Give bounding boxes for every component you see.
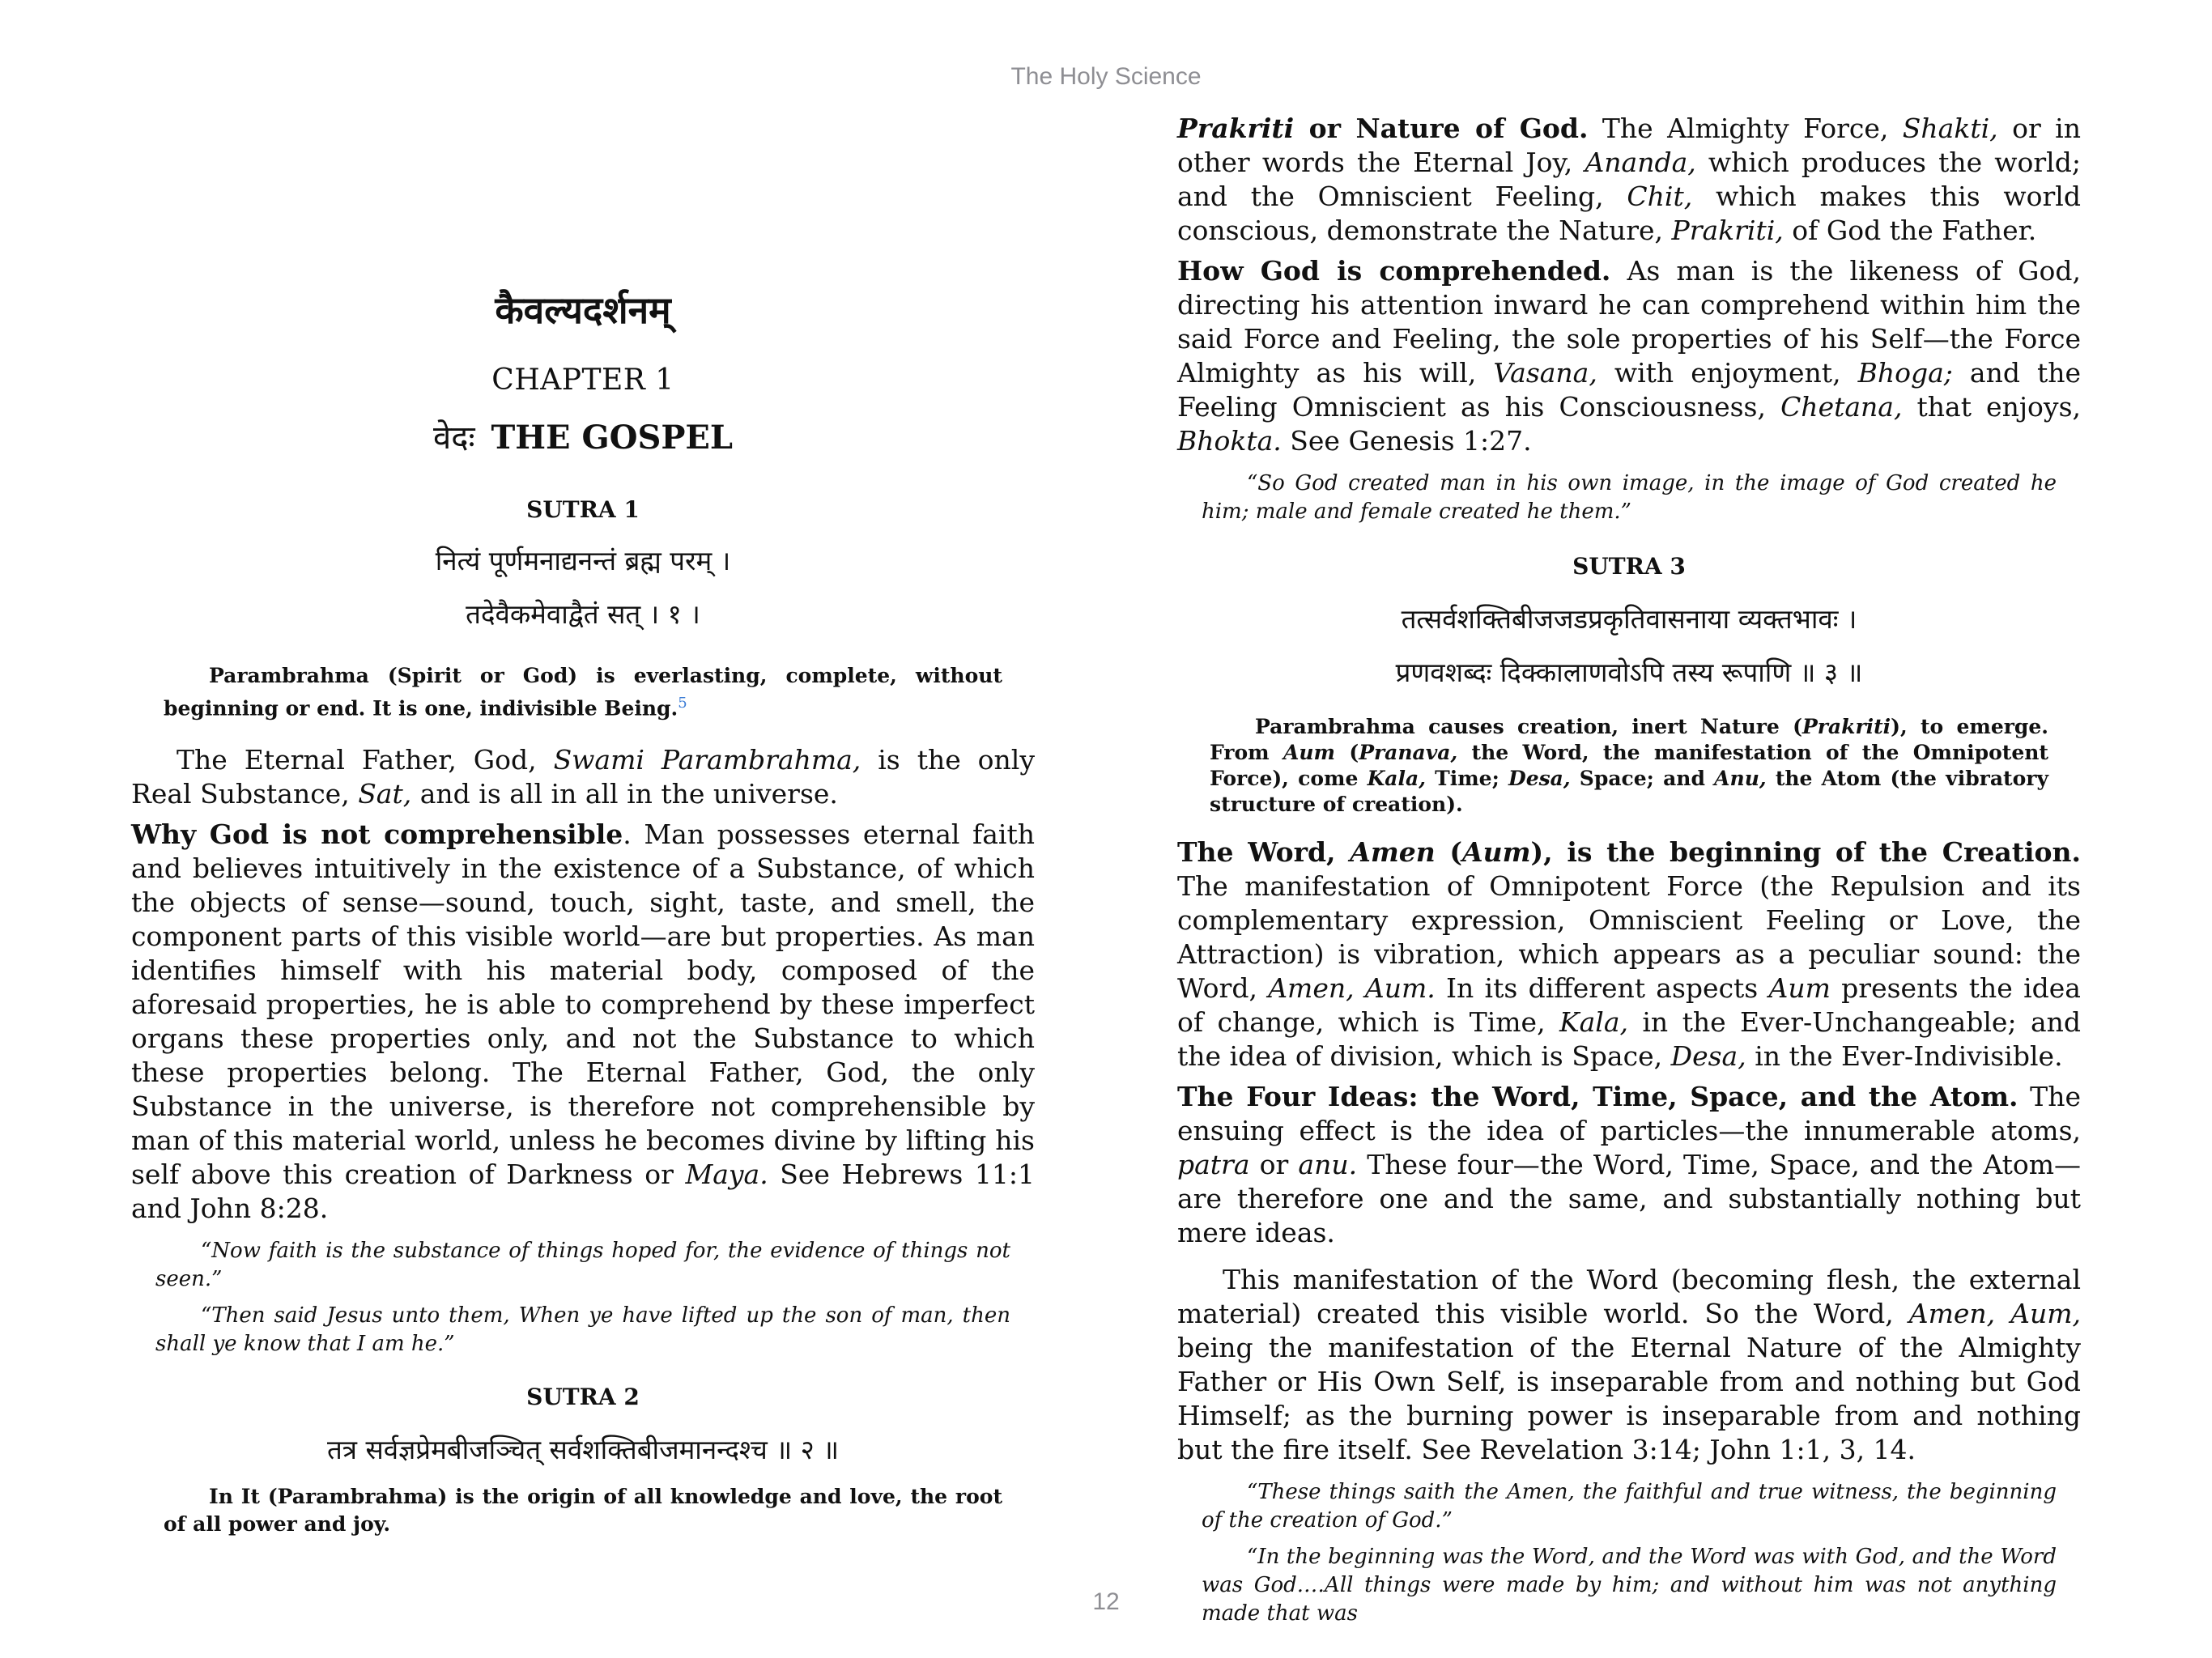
text-run-italic: Swami Parambrahma, xyxy=(553,744,861,776)
text-run: the Atom (the vibratory structure of creation). xyxy=(1210,767,2048,816)
paragraph-heading-italic: Amen xyxy=(1350,836,1436,868)
text-run-italic: Pranava, xyxy=(1359,741,1458,764)
sutra-3-sanskrit-line-1: तत्सर्वशक्तिबीजजडप्रकृतिवासनाया व्यक्तभावः । xyxy=(1401,603,1857,635)
text-run: Space; and xyxy=(1570,767,1715,790)
paragraph-why-god xyxy=(131,818,1035,1226)
text-run-italic: Shakti, xyxy=(1902,113,1998,144)
quote-hebrews: “Now faith is the substance of things hoped for, the evidence of things not seen.” xyxy=(155,1239,1010,1292)
text-run: and is all in all in the universe. xyxy=(411,778,838,810)
text-run: Parambrahma causes creation, inert Nature ( xyxy=(1255,715,1802,738)
text-run: in the Ever-Unchangeable; and the idea of division, which is Space, xyxy=(1177,1006,2081,1072)
text-run: and the Feeling Omniscient as his Consciousness, xyxy=(1177,357,2082,423)
text-run: ), to emerge. From xyxy=(1210,715,2049,764)
work-title: कैवल्यदर्शनम् xyxy=(495,288,671,332)
sutra-3-label: SUTRA 3 xyxy=(1572,553,1686,580)
text-run-italic: Desa, xyxy=(1508,767,1571,790)
text-run: . Man possesses eternal faith and believes intuitively in the existence of a Substance, of which the objects of sense—sound, touch, sight, taste, and smell, the component parts of this visible world—are but properties. As man identifies himself with his material body, composed of the aforesaid properties, he is able to comprehend by these imperfect organs these properties only, and not the Substance to which these properties belong. The Eternal Father, God, the only Substance in the universe, is therefore not comprehensible by man of this material world, unless he becomes divine by lifting his self above this creation of Darkness or xyxy=(131,818,1035,1191)
text-run: which produces the world; and the Omniscient Feeling, xyxy=(1177,147,2081,212)
text-run-italic: Chit, xyxy=(1627,181,1693,212)
paragraph-heading: The Four Ideas: the Word, Time, Space, and the Atom. xyxy=(1177,1081,2018,1112)
text-run-italic: Kala, xyxy=(1559,1006,1628,1038)
text-run: The ensuing effect is the idea of particles—the innumerable atoms, xyxy=(1177,1081,2081,1146)
text-run-italic: Amen, Aum. xyxy=(1268,972,1436,1004)
text-run-italic: Prakriti, xyxy=(1671,215,1784,246)
text-run: in the Ever-Indivisible. xyxy=(1746,1040,2063,1072)
text-run: or in other words the Eternal Joy, xyxy=(1177,113,2081,178)
text-run-italic: Aum xyxy=(1283,741,1335,764)
text-run-italic: Aum xyxy=(1768,972,1831,1004)
text-run-italic: Maya. xyxy=(685,1158,768,1191)
paragraph-the-word xyxy=(1177,835,2081,1073)
text-run: The manifestation of Omnipotent Force (the Repulsion and its complementary expression, Omniscient Feeling or Love, the Attraction) is vibration, which appears as a peculiar sound: the Word, xyxy=(1177,870,2081,1004)
text-run: of God the Father. xyxy=(1783,215,2037,246)
text-run-italic: anu. xyxy=(1298,1149,1358,1180)
footnote-link[interactable]: 5 xyxy=(678,695,687,712)
text-run: the Word, the manifestation of the Omnipotent Force), come xyxy=(1210,741,2048,790)
text-run-italic: Kala, xyxy=(1367,767,1426,790)
paragraph-prakriti xyxy=(1177,112,2081,248)
text-run: or xyxy=(1249,1149,1299,1180)
text-run-italic: Ananda, xyxy=(1585,147,1696,178)
sutra-2-translation: In It (Parambrahma) is the origin of all knowledge and love, the root of all power and joy. xyxy=(164,1485,1002,1537)
chapter-title-sanskrit: वेदः xyxy=(432,419,475,457)
left-page[interactable] xyxy=(131,112,1035,1546)
page-number: 12 xyxy=(1092,1588,1120,1615)
paragraph-heading: ( xyxy=(1435,836,1463,868)
sutra-2-label: SUTRA 2 xyxy=(526,1384,640,1411)
quote-john-1: “In the beginning was the Word, and the Word was with God, and the Word was God.…All things were made by him; and without him was not anything made that was xyxy=(1202,1545,2057,1626)
text-run: In its different aspects xyxy=(1435,972,1769,1004)
paragraph-heading: How God is comprehended. xyxy=(1177,255,1611,287)
quote-genesis: “So God created man in his own image, in the image of God created he him; male and female created he them.” xyxy=(1202,471,2057,524)
text-run: See Genesis 1:27. xyxy=(1281,425,1532,457)
sutra-3-translation xyxy=(1210,714,2048,818)
chapter-title-english: THE GOSPEL xyxy=(491,419,734,457)
text-run: This manifestation of the Word (becoming flesh, the external material) created this visible world. So the Word, xyxy=(1177,1264,2081,1329)
text-run-italic: Amen, Aum, xyxy=(1908,1298,2081,1329)
text-run: These four—the Word, Time, Space, and the Atom—are therefore one and the same, and substantially nothing but mere ideas. xyxy=(1177,1149,2081,1248)
text-run: presents the idea of change, which is Time, xyxy=(1177,972,2081,1038)
sutra-1-label: SUTRA 1 xyxy=(526,496,640,523)
paragraph-heading: ), is the beginning of the Creation. xyxy=(1530,836,2082,868)
paragraph-heading-italic: Aum xyxy=(1462,836,1531,868)
text-run-italic: patra xyxy=(1177,1149,1250,1180)
paragraph-manifestation xyxy=(1177,1263,2081,1467)
text-run-italic: Desa, xyxy=(1670,1040,1746,1072)
paragraph-heading: Why God is not comprehensible xyxy=(131,818,623,851)
quote-john: “Then said Jesus unto them, When ye have lifted up the son of man, then shall ye know that I am he.” xyxy=(155,1303,1010,1357)
text-run-italic: Bhoga; xyxy=(1857,357,1953,389)
text-run-italic: Prakriti xyxy=(1802,715,1891,738)
text-run: As man is the likeness of God, directing his attention inward he can comprehend within him the said Force and Feeling, the sole properties of his Self—the Force Almighty as his will, xyxy=(1177,255,2081,389)
paragraph-how-god xyxy=(1177,254,2081,458)
chapter-label: CHAPTER 1 xyxy=(491,363,674,397)
chapter-title xyxy=(131,416,1035,460)
paragraph-eternal-father xyxy=(131,743,1035,811)
quote-revelation: “These things saith the Amen, the faithful and true witness, the beginning of the creation of God.” xyxy=(1202,1480,2057,1533)
text-run-italic: Chetana, xyxy=(1780,391,1903,423)
text-run: Time; xyxy=(1425,767,1509,790)
text-run: with enjoyment, xyxy=(1597,357,1858,389)
paragraph-heading: The Word, xyxy=(1177,836,1351,868)
paragraph-heading: or Nature of God. xyxy=(1294,113,1589,144)
paragraph-heading-italic: Prakriti xyxy=(1177,113,1295,144)
text-run: is the only Real Substance, xyxy=(131,744,1035,810)
sutra-1-translation-text: Parambrahma (Spirit or God) is everlasting, complete, without beginning or end. It is one, indivisible Being. xyxy=(164,664,1002,721)
sutra-2-sanskrit-line-1: तत्र सर्वज्ञप्रेमबीजञ्चित् सर्वशक्तिबीजमानन्दश्च ॥ २ ॥ xyxy=(326,1434,840,1466)
text-run: ( xyxy=(1335,741,1359,764)
text-run-italic: Anu, xyxy=(1714,767,1767,790)
sutra-1-translation xyxy=(164,662,1002,722)
text-run-italic: Sat, xyxy=(358,778,412,810)
text-run: being the manifestation of the Eternal Nature of the Almighty Father or His Own Self, is inseparable from and nothing but God Himself; as the burning power is inseparable from and nothing but the fire itself. See Revelation 3:14; John 1:1, 3, 14. xyxy=(1177,1332,2081,1465)
text-run: See Hebrews 11:1 and John 8:28. xyxy=(131,1158,1035,1225)
paragraph-four-ideas xyxy=(1177,1080,2081,1250)
text-run-italic: Vasana, xyxy=(1493,357,1597,389)
sutra-1-sanskrit-line-2: तदेवैकमेवाद्वैतं सत् । १ । xyxy=(466,598,700,630)
sutra-3-sanskrit-line-2: प्रणवशब्दः दिक्कालाणवोऽपि तस्य रूपाणि ॥ ३ ॥ xyxy=(1395,657,1863,688)
text-run: that enjoys, xyxy=(1902,391,2081,423)
sutra-1-sanskrit-line-1: नित्यं पूर्णमनाद्यनन्तं ब्रह्म परम् । xyxy=(435,545,731,576)
text-run-italic: Bhokta. xyxy=(1177,425,1282,457)
text-run: The Eternal Father, God, xyxy=(177,744,554,776)
right-page[interactable] xyxy=(1177,112,2082,1626)
text-run: which makes this world conscious, demonstrate the Nature, xyxy=(1177,181,2081,246)
book-title: The Holy Science xyxy=(1010,63,1202,90)
text-run: The Almighty Force, xyxy=(1588,113,1903,144)
